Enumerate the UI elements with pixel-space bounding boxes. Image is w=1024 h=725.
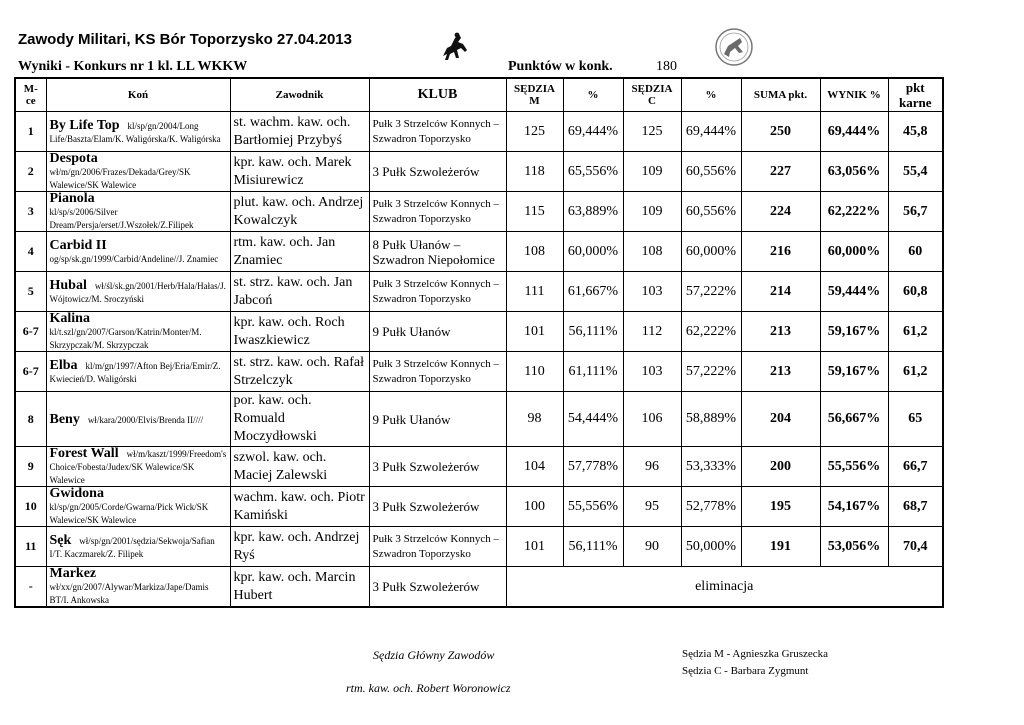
judge-m-score: 125 [506,112,563,152]
penalty-cell: 70,4 [888,527,943,567]
horse-name: Kalina [49,311,90,326]
rider-cell: rtm. kaw. och. Jan Znamiec [230,232,369,272]
sum-cell: 227 [741,152,820,192]
sum-cell: 213 [741,352,820,392]
col-header-judge-m: SĘDZIA M [506,78,563,112]
table-row [15,567,943,608]
result-cell: 63,056% [820,152,888,192]
place-cell: 9 [15,447,46,487]
col-header-sum: SUMA pkt. [741,78,820,112]
judge-c-score: 106 [623,392,681,447]
col-header-judge-c: SĘDZIA C [623,78,681,112]
horse-name: Sęk [49,532,72,548]
judge-c-score: 96 [623,447,681,487]
penalty-cell: 61,2 [888,352,943,392]
place-cell: 10 [15,487,46,527]
col-header-result: WYNIK % [820,78,888,112]
table-row [15,152,943,192]
horse-cell [46,487,230,527]
sum-cell: 224 [741,192,820,232]
rider-logo-icon [437,30,471,64]
horse-description: wł/sp/gn/2001/sędzia/Sekwoja/Safian I/T. Kaczmarek/Z. Filipek [49,535,215,559]
horse-description: kl/sp/gn/2004/Long Life/Baszta/Elam/K. Waligórska/K. Waligórska [49,120,221,144]
judge-m-score: 101 [506,527,563,567]
horse-cell [46,312,230,352]
horse-name: Pianola [49,191,95,206]
points-label: Punktów w konk. [508,59,613,74]
horse-name: Despota [49,151,98,166]
table-row [15,192,943,232]
club-cell: 3 Pułk Szwoleżerów [369,487,506,527]
judge-m-score: 118 [506,152,563,192]
horse-cell [46,352,230,392]
place-cell: 3 [15,192,46,232]
judge-c-pct: 62,222% [681,312,741,352]
horse-cell [46,272,230,312]
place-cell: 6-7 [15,312,46,352]
judge-m-pct: 69,444% [563,112,623,152]
col-header-pct-c: % [681,78,741,112]
rider-cell: kpr. kaw. och. Roch Iwaszkiewicz [230,312,369,352]
horse-cell [46,192,230,232]
col-header-club: KLUB [369,78,506,112]
judge-m-score: 101 [506,312,563,352]
col-header-pct-m: % [563,78,623,112]
judge-m-pct: 61,111% [563,352,623,392]
horse-name: Forest Wall [49,446,119,461]
judge-c-pct: 50,000% [681,527,741,567]
horse-description: kl/sp/s/2006/Silver Dream/Persja/erset/J.Wszołek/Z.Filipek [49,207,194,230]
club-cell: Pułk 3 Strzelców Konnych – Szwadron Toporzysko [369,192,506,232]
horse-cell [46,112,230,152]
result-cell: 60,000% [820,232,888,272]
judge-m-pct: 54,444% [563,392,623,447]
club-cell: Pułk 3 Strzelców Konnych – Szwadron Toporzysko [369,352,506,392]
rider-cell: kpr. kaw. och. Marcin Hubert [230,567,369,608]
judge-m-pct: 61,667% [563,272,623,312]
club-cell: 9 Pułk Ułanów [369,392,506,447]
judge-c-line: Sędzia C - Barbara Zygmunt [682,665,809,677]
table-row [15,392,943,447]
penalty-cell: 60,8 [888,272,943,312]
penalty-cell: 60 [888,232,943,272]
judge-c-pct: 57,222% [681,352,741,392]
sum-cell: 216 [741,232,820,272]
penalty-cell: 56,7 [888,192,943,232]
judge-c-score: 103 [623,272,681,312]
place-cell: 6-7 [15,352,46,392]
judge-c-pct: 60,556% [681,152,741,192]
judge-c-pct: 60,556% [681,192,741,232]
table-row [15,112,943,152]
horse-description: wł/śl/sk.gn/2001/Herb/Hala/Hałas/J. Wójtowicz/M. Sroczyński [49,280,226,304]
judge-c-pct: 53,333% [681,447,741,487]
judge-m-pct: 56,111% [563,312,623,352]
place-cell: 2 [15,152,46,192]
chief-judge-name: rtm. kaw. och. Robert Woronowicz [346,681,511,695]
horse-name: Markez [49,566,97,581]
club-cell: Pułk 3 Strzelców Konnych – Szwadron Toporzysko [369,112,506,152]
document-title: Zawody Militari, KS Bór Toporzysko 27.04.2013 [18,31,352,48]
judge-m-score: 98 [506,392,563,447]
club-cell: 8 Pułk Ułanów – Szwadron Niepołomice [369,232,506,272]
result-cell: 54,167% [820,487,888,527]
horse-name: Beny [49,411,80,427]
penalty-cell: 61,2 [888,312,943,352]
judge-c-pct: 69,444% [681,112,741,152]
penalty-cell: 68,7 [888,487,943,527]
results-body [15,112,943,608]
table-row [15,232,943,272]
col-header-horse: Koń [46,78,230,112]
sum-cell: 200 [741,447,820,487]
club-cell: Pułk 3 Strzelców Konnych – Szwadron Toporzysko [369,272,506,312]
result-cell: 56,667% [820,392,888,447]
place-cell: 11 [15,527,46,567]
judge-c-score: 109 [623,192,681,232]
judge-m-pct: 60,000% [563,232,623,272]
club-cell: 3 Pułk Szwoleżerów [369,567,506,608]
judge-m-pct: 57,778% [563,447,623,487]
table-row [15,312,943,352]
rider-cell: kpr. kaw. och. Andrzej Ryś [230,527,369,567]
table-row [15,527,943,567]
club-cell: 3 Pułk Szwoleżerów [369,152,506,192]
judge-m-score: 108 [506,232,563,272]
place-cell: 5 [15,272,46,312]
table-header-row [15,78,943,112]
place-cell: - [15,567,46,608]
club-cell: 3 Pułk Szwoleżerów [369,447,506,487]
horse-description: kl/m/gn/1997/Afton Bej/Eria/Emir/Z. Kwiecień/D. Waligórski [49,360,221,384]
judge-c-pct: 57,222% [681,272,741,312]
rider-cell: szwol. kaw. och. Maciej Zalewski [230,447,369,487]
judge-m-pct: 56,111% [563,527,623,567]
judge-c-score: 112 [623,312,681,352]
judge-c-score: 125 [623,112,681,152]
horse-cell [46,527,230,567]
horse-name: Gwidona [49,486,104,501]
judge-m-pct: 63,889% [563,192,623,232]
horse-description: wł/m/gn/2006/Frazes/Dekada/Grey/SK Walewice/SK Walewice [49,167,191,190]
judge-m-score: 111 [506,272,563,312]
result-cell: 59,167% [820,312,888,352]
horse-name: Elba [49,357,78,373]
judge-m-line: Sędzia M - Agnieszka Gruszecka [682,648,829,660]
judge-c-pct: 52,778% [681,487,741,527]
judge-m-pct: 55,556% [563,487,623,527]
result-cell: 59,167% [820,352,888,392]
chief-judge-title: Sędzia Główny Zawodów [373,648,495,662]
judge-c-score: 95 [623,487,681,527]
table-row [15,272,943,312]
rider-cell: st. strz. kaw. och. Jan Jabcoń [230,272,369,312]
rider-cell: por. kaw. och. Romuald Moczydłowski [230,392,369,447]
place-cell: 4 [15,232,46,272]
table-row [15,352,943,392]
points-value: 180 [656,59,677,74]
horse-description: og/sp/sk.gn/1999/Carbid/Andeline//J. Znamiec [49,253,219,264]
place-cell: 8 [15,392,46,447]
judge-c-pct: 60,000% [681,232,741,272]
result-cell: 53,056% [820,527,888,567]
sum-cell: 250 [741,112,820,152]
horse-description: wł/m/kaszt/1999/Freedom's Choice/Fobesta/Judex/SK Walewice/SK Walewice [49,449,227,485]
horse-name: Hubal [49,277,87,293]
penalty-cell: 65 [888,392,943,447]
penalty-cell: 66,7 [888,447,943,487]
result-cell: 62,222% [820,192,888,232]
table-row [15,447,943,487]
rider-cell: st. strz. kaw. och. Rafał Strzelczyk [230,352,369,392]
sum-cell: 204 [741,392,820,447]
judge-m-pct: 65,556% [563,152,623,192]
sum-cell: 195 [741,487,820,527]
sum-cell: 191 [741,527,820,567]
results-table [14,77,944,608]
judge-m-score: 110 [506,352,563,392]
result-cell: 59,444% [820,272,888,312]
horse-description: kl/sp/gn/2005/Corde/Gwarna/Pick Wick/SK Walewice/SK Walewice [49,502,209,525]
col-header-place: M-ce [15,78,46,112]
rider-cell: plut. kaw. och. Andrzej Kowalczyk [230,192,369,232]
club-cell: 9 Pułk Ułanów [369,312,506,352]
horse-cell [46,392,230,447]
sum-cell: 214 [741,272,820,312]
rider-cell: st. wachm. kaw. och. Bartłomiej Przybyś [230,112,369,152]
horse-cell [46,152,230,192]
horse-cell [46,447,230,487]
judge-c-score: 108 [623,232,681,272]
horse-name: Carbid II [49,237,107,253]
horse-description: wł/xx/gn/2007/Alywar/Markiza/Jape/Damis BT/I. Ankowska [49,582,209,605]
judge-m-score: 100 [506,487,563,527]
col-header-rider: Zawodnik [230,78,369,112]
results-subtitle: Wyniki - Konkurs nr 1 kl. LL WKKW [18,59,248,74]
table-row [15,487,943,527]
club-cell: Pułk 3 Strzelców Konnych – Szwadron Toporzysko [369,527,506,567]
horse-cell [46,232,230,272]
horse-name: By Life Top [49,117,120,133]
penalty-cell: 55,4 [888,152,943,192]
horse-cell [46,567,230,608]
judge-m-score: 104 [506,447,563,487]
rider-cell: wachm. kaw. och. Piotr Kamiński [230,487,369,527]
judge-c-pct: 58,889% [681,392,741,447]
club-emblem-icon [714,26,754,68]
penalty-cell: 45,8 [888,112,943,152]
col-header-penalty: pkt karne [888,78,943,112]
sum-cell: 213 [741,312,820,352]
result-cell: 69,444% [820,112,888,152]
judge-c-score: 103 [623,352,681,392]
horse-description: kl/t.szl/gn/2007/Garson/Katrin/Monter/M. Skrzypczak/M. Skrzypczak [49,327,202,350]
result-cell: 55,556% [820,447,888,487]
eliminated-cell: eliminacja [506,567,943,608]
rider-cell: kpr. kaw. och. Marek Misiurewicz [230,152,369,192]
horse-description: wł/kara/2000/Elvis/Brenda II//// [87,414,204,425]
place-cell: 1 [15,112,46,152]
judge-c-score: 109 [623,152,681,192]
judge-c-score: 90 [623,527,681,567]
judge-m-score: 115 [506,192,563,232]
